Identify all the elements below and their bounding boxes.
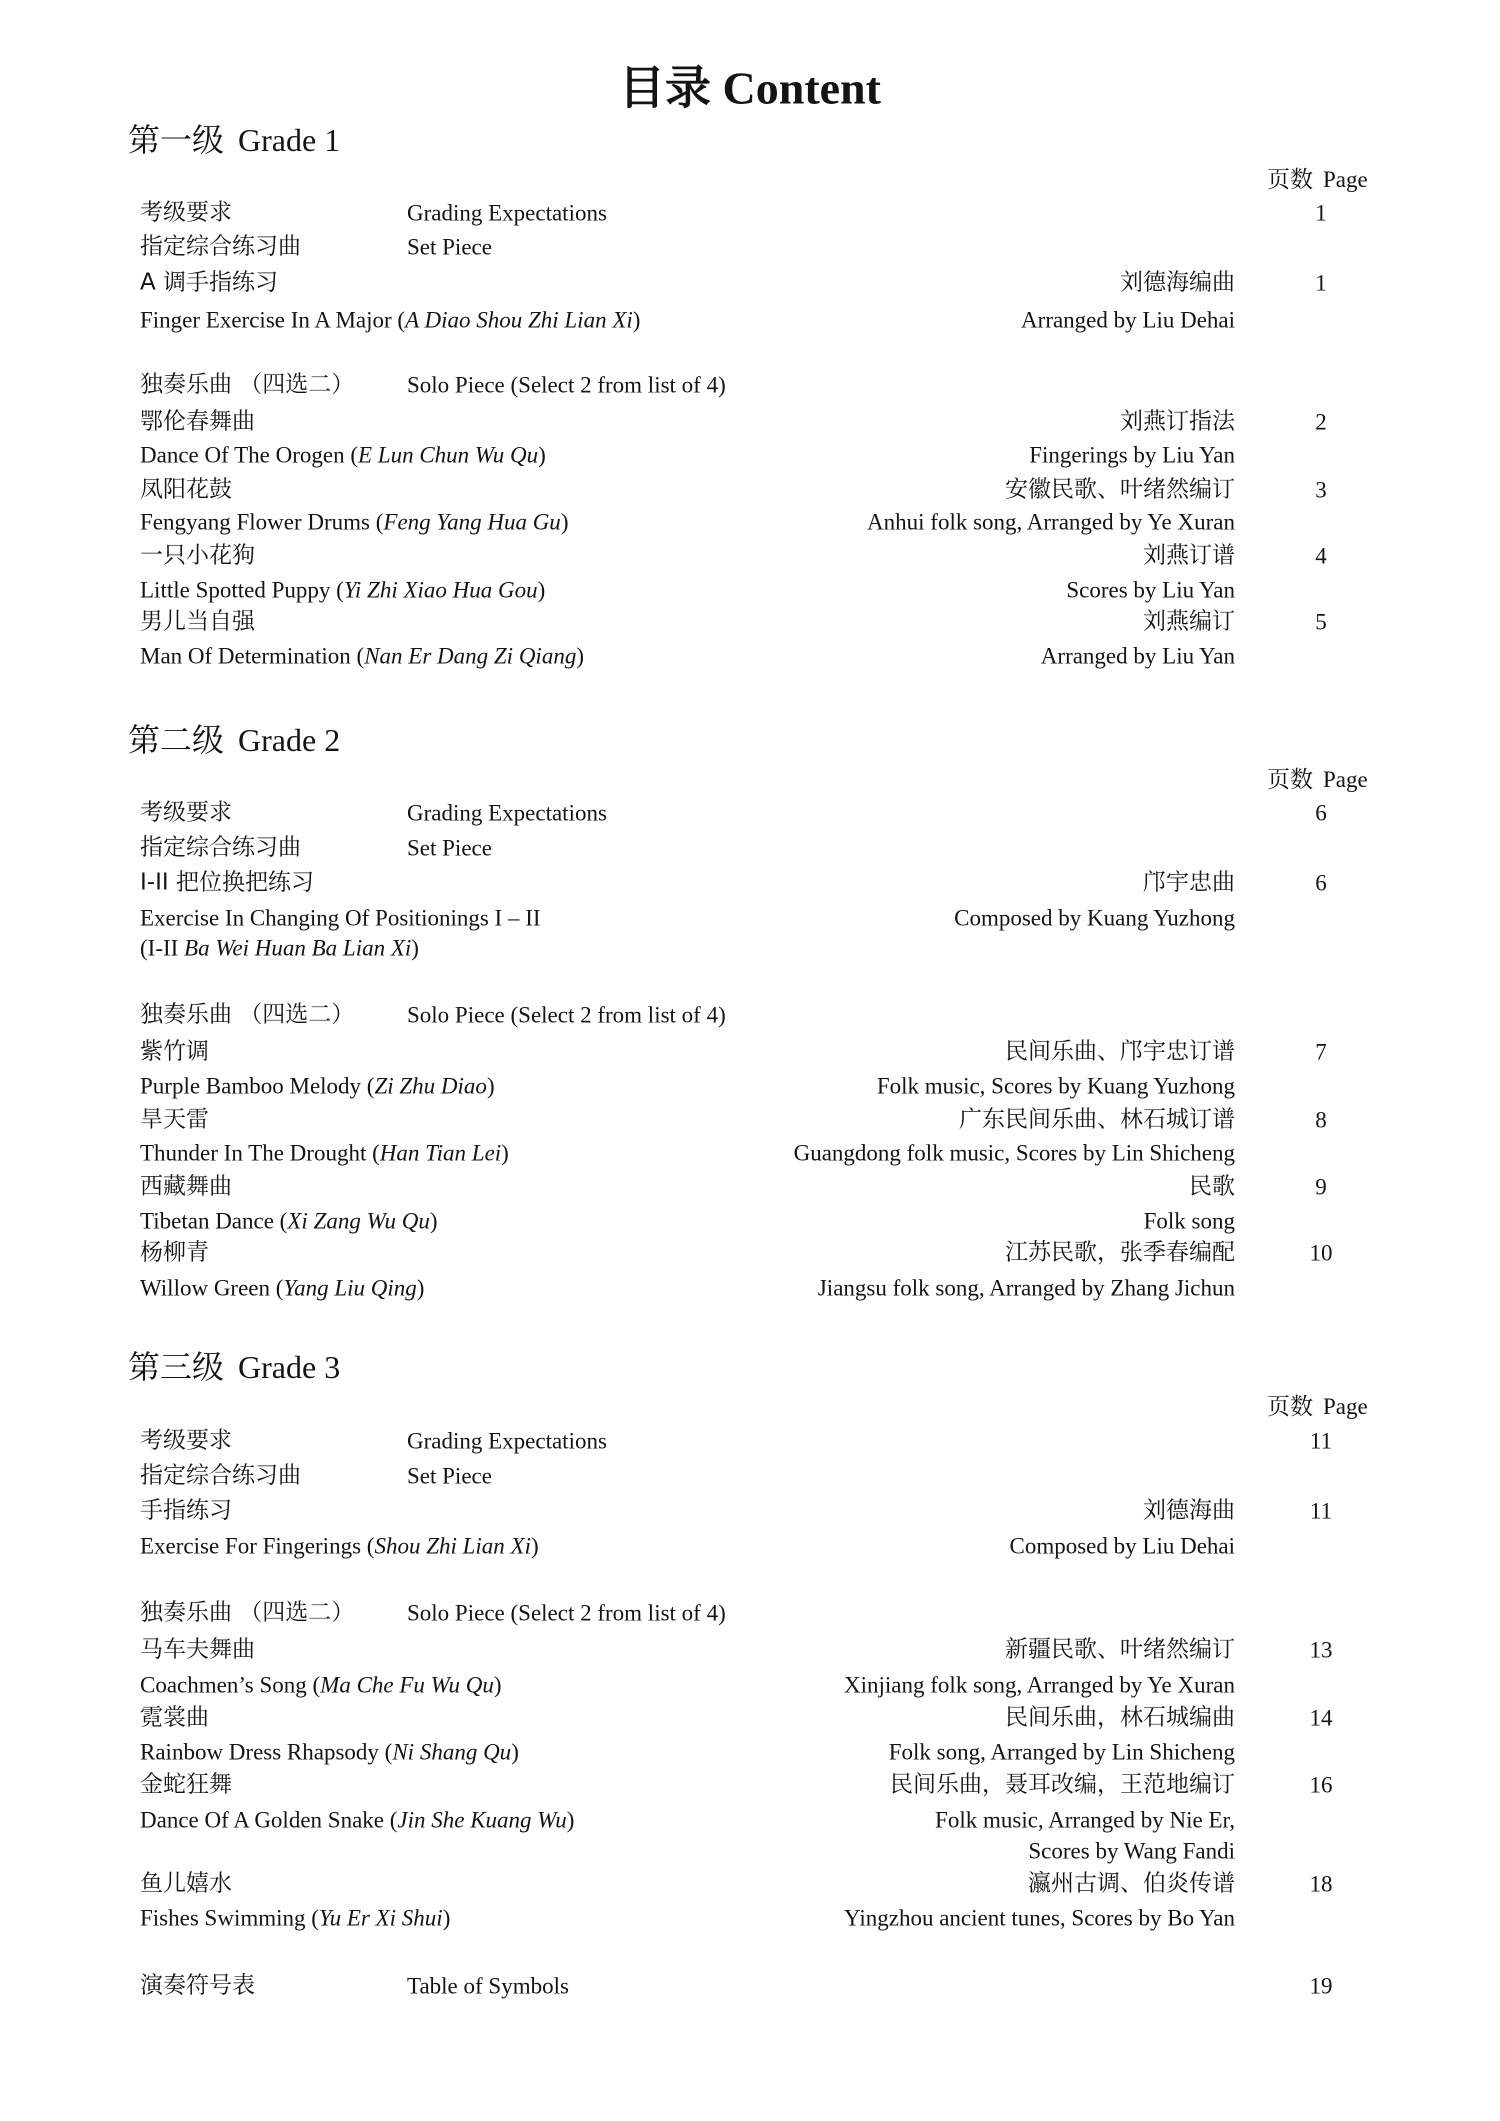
page-header-cn: 页数 (1267, 167, 1313, 193)
credit-cn: 刘燕编订 (1143, 608, 1235, 635)
credit-cn: 广东民间乐曲、林石城订谱 (959, 1106, 1235, 1133)
toc-entry-title-en[interactable]: Coachmen’s Song (Ma Che Fu Wu Qu) (140, 1672, 502, 1698)
credit-en: Arranged by Liu Yan (1040, 643, 1235, 669)
page-column-header (1267, 768, 1368, 792)
credit-en: Scores by Liu Yan (1066, 577, 1235, 603)
toc-entry-title-cn[interactable]: 金蛇狂舞 (140, 1771, 232, 1798)
set-piece-label-cn: 指定综合练习曲 (140, 834, 301, 861)
set-piece-label-cn: 指定综合练习曲 (140, 233, 301, 260)
toc-entry-title-en[interactable]: Tibetan Dance (Xi Zang Wu Qu) (140, 1208, 438, 1234)
toc-entry-expectations-en[interactable]: Grading Expectations (407, 800, 607, 826)
credit-cn: 刘德海曲 (1143, 1497, 1235, 1524)
toc-entry-title-en[interactable]: Exercise For Fingerings (Shou Zhi Lian Xi) (140, 1533, 539, 1559)
credit-en: Jiangsu folk song, Arranged by Zhang Jichun (817, 1275, 1235, 1301)
toc-entry-title-cn[interactable]: 鄂伦春舞曲 (140, 408, 255, 435)
credit-en: Folk song (1143, 1208, 1235, 1234)
page-number: 3 (1315, 477, 1327, 503)
credit-cn: 民间乐曲，聂耳改编，王范地编订 (890, 1771, 1235, 1798)
grade-heading (128, 1348, 341, 1386)
page-title (0, 60, 1500, 115)
toc-entry-title-en[interactable]: Rainbow Dress Rhapsody (Ni Shang Qu) (140, 1739, 519, 1765)
grade-heading-cn: 第一级 (128, 121, 225, 159)
solo-label-cn: 独奏乐曲 （四选二） (140, 371, 355, 398)
credit-cn: 民间乐曲、邝宇忠订谱 (1005, 1038, 1235, 1065)
grade-heading-cn: 第三级 (128, 1348, 225, 1386)
page-number: 1 (1315, 200, 1327, 226)
toc-entry-title-cn[interactable]: 一只小花狗 (140, 542, 255, 569)
toc-entry-title-en[interactable]: Exercise In Changing Of Positionings I – II (140, 905, 541, 931)
grade-heading-cn: 第二级 (128, 721, 225, 759)
toc-entry-title-en[interactable]: Dance Of The Orogen (E Lun Chun Wu Qu) (140, 442, 546, 468)
toc-entry-title-cn[interactable]: 旱天雷 (140, 1106, 209, 1133)
page-number: 6 (1315, 870, 1327, 896)
credit-cn: 安徽民歌、叶绪然编订 (1005, 476, 1235, 503)
credit-en: Fingerings by Liu Yan (1029, 442, 1235, 468)
toc-entry-title-en[interactable]: Thunder In The Drought (Han Tian Lei) (140, 1140, 509, 1166)
page-number: 11 (1309, 1428, 1333, 1454)
toc-entry-title-cn[interactable]: 西藏舞曲 (140, 1173, 232, 1200)
credit-cn: 刘德海编曲 (1120, 269, 1235, 296)
credit-en: Arranged by Liu Dehai (1021, 307, 1235, 333)
page-header-cn: 页数 (1267, 1394, 1313, 1420)
grade-heading (128, 121, 341, 159)
solo-label-en: Solo Piece (Select 2 from list of 4) (407, 372, 726, 398)
credit-cn: 江苏民歌，张季春编配 (1005, 1239, 1235, 1266)
credit-en-line2: Scores by Wang Fandi (1028, 1838, 1235, 1864)
set-piece-label-en: Set Piece (407, 835, 492, 861)
page-number: 8 (1315, 1107, 1327, 1133)
grade-heading-en: Grade 1 (238, 122, 341, 158)
toc-entry-symbols-en[interactable]: Table of Symbols (407, 1973, 569, 1999)
toc-entry-title-en[interactable]: Dance Of A Golden Snake (Jin She Kuang Wu) (140, 1807, 575, 1833)
page-number: 9 (1315, 1174, 1327, 1200)
credit-cn: 瀛州古调、伯炎传谱 (1028, 1870, 1235, 1897)
page-column-header (1267, 168, 1368, 192)
solo-label-cn: 独奏乐曲 （四选二） (140, 1001, 355, 1028)
page-header-en: Page (1323, 167, 1368, 192)
credit-en: Anhui folk song, Arranged by Ye Xuran (867, 509, 1235, 535)
credit-cn: 新疆民歌、叶绪然编订 (1005, 1636, 1235, 1663)
solo-label-en: Solo Piece (Select 2 from list of 4) (407, 1002, 726, 1028)
credit-en: Xinjiang folk song, Arranged by Ye Xuran (844, 1672, 1235, 1698)
solo-label-cn: 独奏乐曲 （四选二） (140, 1599, 355, 1626)
toc-entry-expectations-en[interactable]: Grading Expectations (407, 1428, 607, 1454)
page-column-header (1267, 1395, 1368, 1419)
credit-cn: 刘燕订指法 (1120, 408, 1235, 435)
toc-entry-title-cn[interactable]: 杨柳青 (140, 1239, 209, 1266)
toc-entry-title-cn[interactable]: 霓裳曲 (140, 1704, 209, 1731)
grade-heading-en: Grade 2 (238, 722, 341, 758)
page-number: 7 (1315, 1039, 1327, 1065)
toc-entry-title-en-line2[interactable]: (I-II Ba Wei Huan Ba Lian Xi) (140, 935, 419, 961)
toc-entry-title-cn[interactable]: 男儿当自强 (140, 608, 255, 635)
toc-entry-title-en[interactable]: Purple Bamboo Melody (Zi Zhu Diao) (140, 1073, 495, 1099)
toc-entry-title-en[interactable]: Finger Exercise In A Major (A Diao Shou Zhi Lian Xi) (140, 307, 641, 333)
credit-en: Composed by Kuang Yuzhong (954, 905, 1235, 931)
toc-entry-title-cn[interactable]: 手指练习 (140, 1497, 232, 1524)
credit-cn: 民间乐曲，林石城编曲 (1005, 1704, 1235, 1731)
credit-cn: 民歌 (1189, 1173, 1235, 1200)
toc-entry-title-en[interactable]: Little Spotted Puppy (Yi Zhi Xiao Hua Gou) (140, 577, 546, 603)
toc-entry-symbols-cn[interactable]: 演奏符号表 (140, 1972, 255, 1999)
set-piece-label-en: Set Piece (407, 234, 492, 260)
page-number: 13 (1309, 1637, 1333, 1663)
toc-entry-title-cn[interactable]: 紫竹调 (140, 1038, 209, 1065)
toc-entry-title-cn[interactable]: I-II 把位换把练习 (140, 869, 314, 896)
toc-entry-expectations-cn[interactable]: 考级要求 (140, 1427, 232, 1454)
toc-entry-title-en[interactable]: Man Of Determination (Nan Er Dang Zi Qiang) (140, 643, 584, 669)
credit-cn: 刘燕订谱 (1143, 542, 1235, 569)
toc-entry-title-cn[interactable]: 马车夫舞曲 (140, 1636, 255, 1663)
page-number: 19 (1309, 1973, 1333, 1999)
toc-entry-title-en[interactable]: Fengyang Flower Drums (Feng Yang Hua Gu) (140, 509, 569, 535)
toc-entry-expectations-cn[interactable]: 考级要求 (140, 799, 232, 826)
toc-entry-title-cn[interactable]: 凤阳花鼓 (140, 476, 232, 503)
credit-en: Folk music, Scores by Kuang Yuzhong (876, 1073, 1235, 1099)
credit-en: Yingzhou ancient tunes, Scores by Bo Yan (844, 1905, 1235, 1931)
toc-entry-title-cn[interactable]: 鱼儿嬉水 (140, 1870, 232, 1897)
solo-label-en: Solo Piece (Select 2 from list of 4) (407, 1600, 726, 1626)
page-number: 18 (1309, 1871, 1333, 1897)
toc-entry-expectations-cn[interactable]: 考级要求 (140, 199, 232, 226)
page-number: 10 (1309, 1240, 1333, 1266)
title-en: Content (722, 62, 881, 114)
page-number: 16 (1309, 1772, 1333, 1798)
toc-entry-expectations-en[interactable]: Grading Expectations (407, 200, 607, 226)
credit-en: Folk song, Arranged by Lin Shicheng (888, 1739, 1235, 1765)
grade-heading (128, 721, 341, 759)
title-cn: 目录 (619, 60, 712, 115)
page-header-en: Page (1323, 1394, 1368, 1419)
toc-entry-title-en[interactable]: Fishes Swimming (Yu Er Xi Shui) (140, 1905, 451, 1931)
page-number: 6 (1315, 800, 1327, 826)
credit-en: Composed by Liu Dehai (1009, 1533, 1235, 1559)
credit-en: Guangdong folk music, Scores by Lin Shicheng (793, 1140, 1235, 1166)
page-number: 5 (1315, 609, 1327, 635)
page-number: 2 (1315, 409, 1327, 435)
toc-entry-title-en[interactable]: Willow Green (Yang Liu Qing) (140, 1275, 425, 1301)
page-header-en: Page (1323, 767, 1368, 792)
toc-entry-title-cn[interactable]: A 调手指练习 (140, 269, 279, 296)
credit-en: Folk music, Arranged by Nie Er, (935, 1807, 1235, 1833)
set-piece-label-cn: 指定综合练习曲 (140, 1462, 301, 1489)
set-piece-label-en: Set Piece (407, 1463, 492, 1489)
page-number: 4 (1315, 543, 1327, 569)
credit-cn: 邝宇忠曲 (1143, 869, 1235, 896)
grade-heading-en: Grade 3 (238, 1349, 341, 1385)
page-number: 11 (1309, 1498, 1333, 1524)
page-header-cn: 页数 (1267, 767, 1313, 793)
page-number: 14 (1309, 1705, 1333, 1731)
page-number: 1 (1315, 270, 1327, 296)
